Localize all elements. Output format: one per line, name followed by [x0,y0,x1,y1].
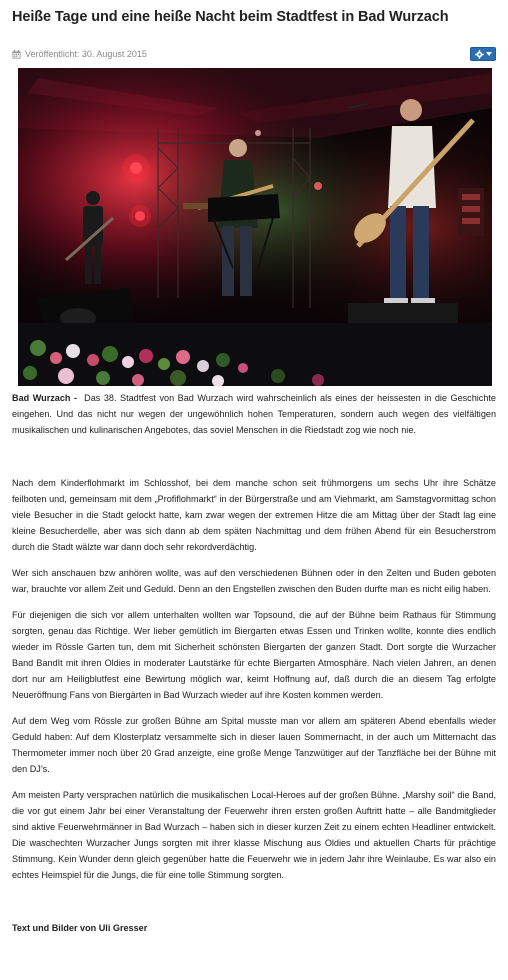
concert-photo [18,68,492,386]
caret-down-icon [486,52,492,56]
article-lead-location: Bad Wurzach - [12,393,78,403]
calendar-icon [12,50,21,59]
article-paragraph-text: Das 38. Stadtfest von Bad Wurzach wird wahrscheinlich als eines der heissesten in die Geschichte eingehen. Und das nicht nur wegen der ungewöhnlich hohen Temperaturen, sondern auch wegen des vielfältigen musikalischen und kulinarischen Angebotes, das soviel Menschen in die Riedstadt zog wie noch nie. [12,393,496,435]
article-paragraph: Nach dem Kinderflohmarkt im Schlosshof, bei dem manche schon seit frühmorgens um sechs Uhr ihre Schätze feilboten und, gemeinsam mit dem „Profiflohmarkt“ in der Bürgerstraße und am Viehmarkt, am Samstagvormittag schon viele Besucher in die Stadt gelockt hatte, kam zwar wegen der extremen Hitze die am Mittag über der Stadt lag eine kleine Besucherdelle, aber was sich dann ab dem späten Nachmittag und dem frühen Abend für ein Besucherstrom durch die Stadt wälzte war dann doch sehr rekordverdächtig. [12,478,496,552]
article-credit: Text und Bilder von Uli Gresser [12,923,148,933]
article-tools-button[interactable] [470,47,496,61]
article-title: Heiße Tage und eine heiße Nacht beim Stadtfest in Bad Wurzach [12,9,449,25]
article-paragraph: Am meisten Party versprachen natürlich die musikalischen Local-Heroes auf der großen Bühne. „Marshy soil“ die Band, die vor gut einem Jahr bei einer Veranstaltung der Feuerwehr ihren ersten großen Auftritt hatte – alle Bandmitglieder sind aktive Feuerwehrmänner in Bad Wurzach – haben sich in dieser kurzen Zeit zu einem echten Headliner entwickelt. Die waschechten Wurzacher Jungs sorgten mit ihrer klasse Mischung aus Oldies und aktuellen Charts für prächtige Stimmung. Kein Wunder denn gleich gegenüber hatte die Feuerwehr wie in jedem Jahr ihre Weinlaube. Es war also ein echtes Heimspiel für die Jungs, die für eine tolle Stimmung sorgten. [12,790,496,880]
article-meta-row [12,46,496,62]
article-paragraph [12,390,496,438]
article-body [12,390,496,883]
article-paragraph: Wer sich anschauen bzw anhören wollte, was auf den verschiedenen Bühnen oder in den Zelten und Buden geboten war, brauchte vor allem Zeit und Geduld. Denn an den Engstellen zwischen den Buden durfte man es nicht eilig haben. [12,568,496,594]
published-date [12,49,147,59]
article-paragraph: Für diejenigen die sich vor allem unterhalten wollten war Topsound, die auf der Bühne beim Rathaus für Stimmung sorgten, genau das Richtige. Wer lieber gemütlich im Biergarten etwas Essen und Trinken wollte, konnte dies endlich wieder im Rössle Garten tun, dem mit Sicherheit schönsten Biergarten der ganzen Stadt. Dort sorgte die Wurzacher Band BandIt mit ihren Oldies in moderater Lautstärke für echte Biergarten Atmosphäre. Nach vielen Jahren, an denen dort nur am Heiligblutfest eine Bewirtung möglich war, keimt Hoffnung auf, daß durch die an diesem Tag erfolgte Neueröffnung Fans von Biergärten in Bad Wurzach wieder auf ihre Kosten kommen werden. [12,610,496,700]
gear-icon [475,50,484,59]
published-date-text: Veröffentlicht: 30. August 2015 [25,49,147,59]
article-paragraph: Auf dem Weg vom Rössle zur großen Bühne am Spital musste man vor allem am späteren Abend ebenfalls wieder Geduld haben: Auf dem Klosterplatz versammelte sich in dieser lauen Sommernacht, in der auch um Mitternacht das Thermometer immer noch über 20 Grad anzeigte, eine große Menge Tanzwütiger auf der Tanzfläche bei der Bühne mit den DJ’s. [12,716,496,774]
